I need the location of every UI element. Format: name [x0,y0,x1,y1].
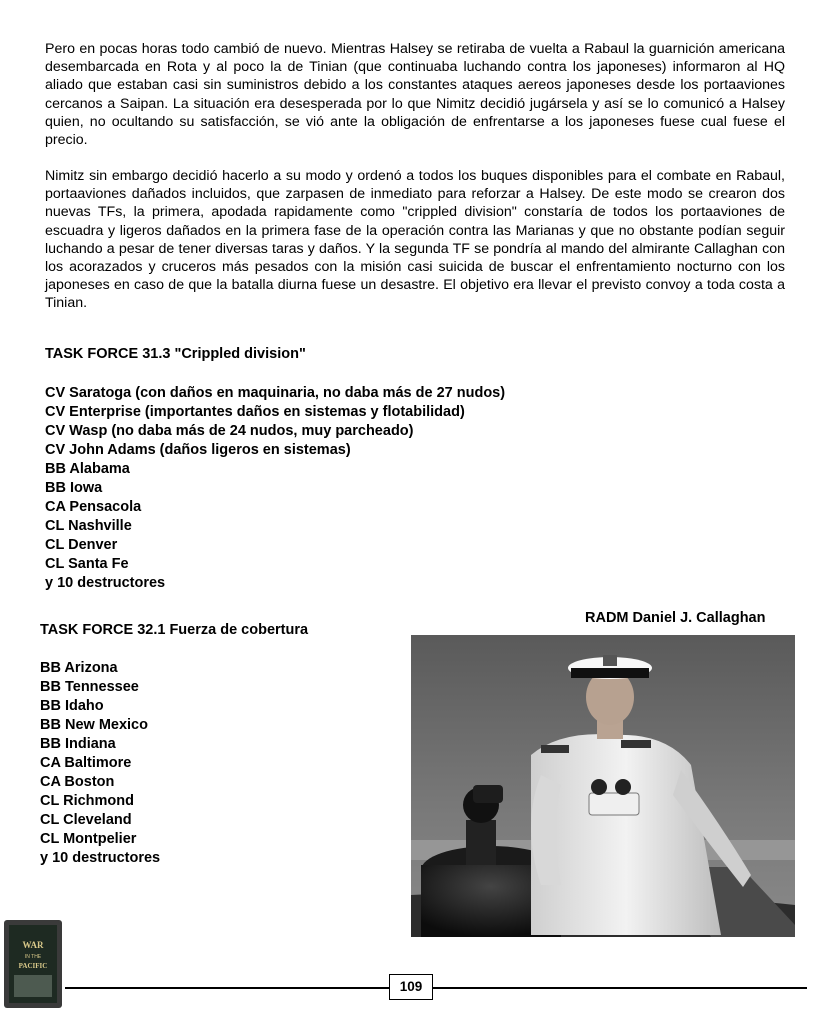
ship-list-item: CV John Adams (daños ligeros en sistemas) [45,442,351,458]
ship-list-item: CL Montpelier [40,831,137,847]
ship-list-item: BB Idaho [40,698,104,714]
ship-list-item: CA Baltimore [40,755,132,771]
ship-list-item: y 10 destructores [40,850,161,866]
ship-list-item: CL Richmond [40,793,134,809]
ship-list-item: CL Cleveland [40,812,132,828]
admiral-portrait-photo [411,635,795,937]
task-force-32-heading: TASK FORCE 32.1 Fuerza de cobertura [40,622,309,638]
task-force-31-heading: TASK FORCE 31.3 "Crippled division" [45,346,306,362]
portrait-illustration [411,635,795,937]
ship-list-item: BB Arizona [40,660,118,676]
ship-list-item: BB New Mexico [40,717,148,733]
ship-list-item: CL Denver [45,537,118,553]
svg-text:PACIFIC: PACIFIC [18,962,48,970]
ship-list-item: BB Tennessee [40,679,139,695]
task-force-31-ship-list [45,384,505,593]
ship-list-item: CL Nashville [45,518,132,534]
page-number: 109 [389,974,433,1000]
ship-list-item: CV Wasp (no daba más de 24 nudos, muy parcheado) [45,423,414,439]
photo-caption: RADM Daniel J. Callaghan [585,610,766,626]
ship-list-item: CV Enterprise (importantes daños en sistemas y flotabilidad) [45,404,465,420]
svg-text:IN THE: IN THE [24,954,42,960]
ship-list-item: CA Pensacola [45,499,142,515]
ship-list-item: CA Boston [40,774,115,790]
task-force-32-ship-list [40,659,160,868]
ship-list-item: CV Saratoga (con daños en maquinaria, no daba más de 27 nudos) [45,385,506,401]
ship-list-item: BB Iowa [45,480,103,496]
ship-list-item: y 10 destructores [45,575,166,591]
paragraph-1: Pero en pocas horas todo cambió de nuevo. Mientras Halsey se retiraba de vuelta a Rabaul la guarnición americana desembarcada en Rota y al poco la de Tinian (que continuaba luchando contra los japoneses) informaron al HQ aliado que estaban casi sin suministros debido a los constantes ataques aereos japoneses desde los portaaviones cercanos a Saipan. La situación era desesperada por lo que Nimitz decidió jugársela y así se lo comunicó a Halsey quien, no ocultando su satisfacción, se vió ante la obligación de enfrentarse a los japoneses fuese cual fuese el precio. [45,41,785,149]
paragraph-2: Nimitz sin embargo decidió hacerlo a su modo y ordenó a todos los buques disponibles para el combate en Rabaul, portaaviones dañados incluidos, que zarpasen de inmediato para reforzar a Halsey. De este modo se crearon dos nuevas TFs, la primera, apodada rapidamente como "crippled division" constaría de todos los portaaviones de escuadra y ligeros dañados en la primera fase de la operación contra las Marianas y que no obstante podían seguir luchando a pesar de tener diversas taras y daños. Y la segunda TF se pondría al mando del almirante Callaghan con los acorazados y cruceros más pesados con la misión casi suicida de buscar el enfrentamiento nocturno con los japoneses en caso de que la batalla diurna fuese un desastre. El objetivo era llevar el previsto convoy a toda costa a Tinian. [45,168,785,312]
footer-rule [65,987,807,989]
game-box-logo [4,920,62,1008]
ship-list-item: BB Alabama [45,461,130,477]
svg-text:WAR: WAR [22,940,44,950]
ship-list-item: CL Santa Fe [45,556,129,572]
ship-list-item: BB Indiana [40,736,116,752]
